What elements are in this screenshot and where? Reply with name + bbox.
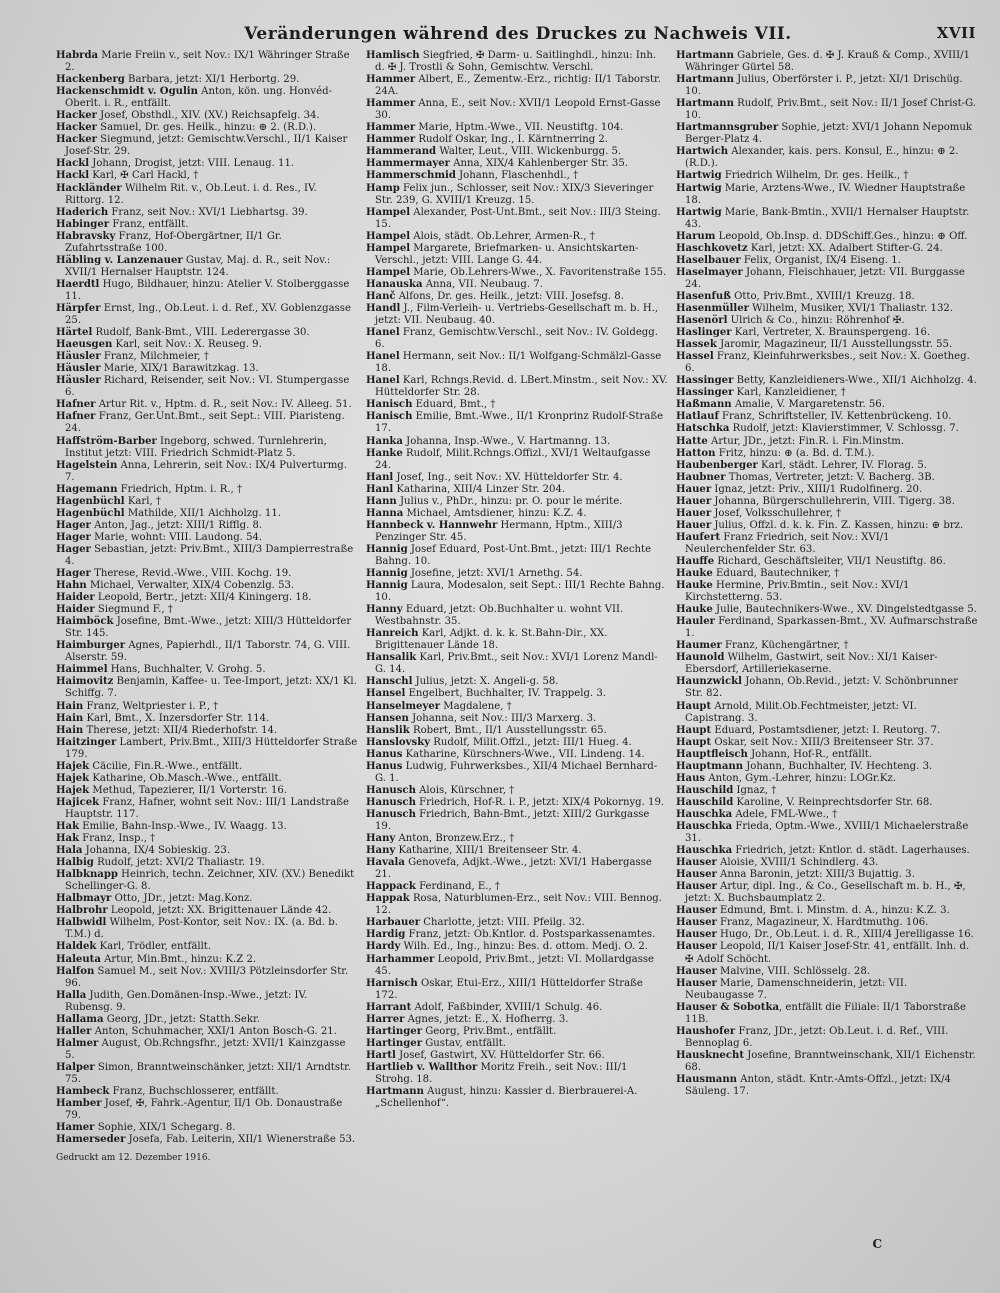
- signature-mark: C: [872, 1237, 882, 1251]
- directory-entry: Hassinger Karl, Kanzleidiener, †: [676, 387, 846, 399]
- directory-entry: Hager Marie, wohnt: VIII. Laudong. 54.: [56, 531, 263, 543]
- directory-entry: Haslinger Karl, Vertreter, X. Braunspergeng. 16.: [676, 327, 931, 339]
- directory-entry: Haider Leopold, Bertr., jetzt: XII/4 Kiningerg. 18.: [56, 592, 312, 604]
- directory-entry: Halfon Samuel M., seit Nov.: XVIII/3 Pötzleinsdorfer Str. 96.: [56, 965, 349, 989]
- directory-entry: Hanl Katharina, XIII/4 Linzer Str. 204.: [366, 483, 566, 495]
- directory-entry: Hauptmann Johann, Buchhalter, IV. Hechteng. 3.: [676, 760, 933, 772]
- directory-entry: Hauser & Sobotka, entfällt die Filiale: II/1 Taborstraße 11B.: [676, 1001, 966, 1025]
- directory-entry: Hartmannsgruber Sophie, jetzt: XVI/1 Johann Nepomuk Berger-Platz 4.: [676, 122, 972, 146]
- page-title: Veränderungen während des Druckes zu Nachweis VII.: [244, 24, 792, 44]
- directory-entry: Halbwidl Wilhelm, Post-Kontor, seit Nov.: IX. (a. Bd. b. T.M.) d.: [56, 917, 338, 941]
- directory-entry: Hardig Franz, jetzt: Ob.Kntlor. d. Postsparkassenamtes.: [366, 929, 656, 941]
- directory-entry: Handl J., Film-Verleih- u. Vertriebs-Gesellschaft m. b. H., jetzt: VII. Neubaug. 40.: [366, 302, 659, 327]
- directory-entry: Hager Anton, Jag., jetzt: XIII/1 Rifflg. 8.: [56, 519, 263, 531]
- directory-entry: Häusler Richard, Reisender, seit Nov.: VI. Stumpergasse 6.: [56, 375, 350, 399]
- directory-entry: Halbig Rudolf, jetzt: XVI/2 Thaliastr. 19.: [56, 857, 265, 869]
- directory-entry: Hauser Leopold, II/1 Kaiser Josef-Str. 41, entfällt. Inh. d. ✠ Adolf Schöcht.: [676, 941, 970, 965]
- directory-entry: Hager Sebastian, jetzt: Priv.Bmt., XIII/3 Dampierrestraße 4.: [56, 543, 354, 567]
- directory-entry: Hampel Alois, städt. Ob.Lehrer, Armen-R., †: [366, 230, 595, 242]
- directory-entry: Hajek Methud, Tapezierer, II/1 Vorterstr. 16.: [56, 784, 288, 796]
- directory-entry: Hain Franz, Weltpriester i. P., †: [56, 700, 219, 712]
- directory-entry: Hajek Cäcilie, Fin.R.-Wwe., entfällt.: [56, 760, 243, 772]
- directory-entry: Hauser Aloisie, XVIII/1 Schindlerg. 43.: [676, 857, 879, 869]
- directory-entry: Hartinger Gustav, entfällt.: [366, 1037, 506, 1049]
- directory-entry: Hackl Johann, Drogist, jetzt: VIII. Lenaug. 11.: [56, 158, 295, 170]
- directory-entry: Haufert Franz Friedrich, seit Nov.: XVI/1 Neulerchenfelder Str. 63.: [676, 531, 890, 555]
- directory-entry: Hallama Georg, JDr., jetzt: Statth.Sekr.: [56, 1013, 260, 1025]
- directory-entry: Hamp Felix jun., Schlosser, seit Nov.: XIX/3 Sieveringer Str. 239, G. XVIII/1 Kreuzg. 15.: [366, 182, 654, 206]
- directory-entry: Hansen Johanna, seit Nov.: III/3 Marxerg. 3.: [366, 712, 597, 724]
- directory-entry: Hala Johanna, IX/4 Sobieskig. 23.: [56, 845, 231, 857]
- directory-entry: Hagelstein Anna, Lehrerin, seit Nov.: IX/4 Pulverturmg. 7.: [56, 459, 347, 483]
- directory-entry: Hauser Edmund, Bmt. i. Minstm. d. A., hinzu: K.Z. 3.: [676, 905, 950, 917]
- directory-entry: Hausknecht Josefine, Branntweinschank, XII/1 Eichenstr. 68.: [676, 1049, 976, 1073]
- directory-entry: Haderich Franz, seit Nov.: XVI/1 Liebhartsg. 39.: [56, 206, 308, 218]
- directory-entry: Hauer Johanna, Bürgerschullehrerin, VIII. Tigerg. 38.: [676, 495, 955, 507]
- directory-entry: Hackenberg Barbara, jetzt: XI/1 Herbortg. 29.: [56, 74, 300, 86]
- directory-entry: Haushofer Franz, JDr., jetzt: Ob.Leut. i. d. Ref., VIII. Bennoplag 6.: [676, 1025, 949, 1049]
- directory-entry: Hauer Josef, Volksschullehrer, †: [676, 507, 842, 519]
- directory-entry: Hauptfleisch Johann, Hof-R., entfällt.: [676, 748, 873, 760]
- directory-entry: Haller Anton, Schuhmacher, XXI/1 Anton Bosch-G. 21.: [56, 1025, 337, 1037]
- directory-entry: Hauser Marie, Damenschneiderin, jetzt: VII. Neubaugasse 7.: [676, 977, 908, 1001]
- directory-entry: Hanslovsky Rudolf, Milit.Offzl., jetzt: III/1 Hueg. 4.: [366, 736, 632, 748]
- directory-entry: Halbrohr Leopold, jetzt: XX. Brigittenauer Lände 42.: [56, 905, 332, 917]
- directory-entry: Hassinger Betty, Kanzleidieners-Wwe., XII/1 Aichholzg. 4.: [676, 375, 977, 387]
- directory-entry: Hafner Artur Rit. v., Hptm. d. R., seit Nov.: IV. Alleeg. 51.: [56, 399, 352, 411]
- directory-entry: Haleuta Artur, Min.Bmt., hinzu: K.Z 2.: [56, 953, 257, 965]
- directory-entry: Hartinger Georg, Priv.Bmt., entfällt.: [366, 1025, 557, 1037]
- page-number: XVII: [936, 24, 976, 42]
- directory-entry: Hammerand Walter, Leut., VIII. Wickenburgg. 5.: [366, 146, 622, 158]
- directory-entry: Hasenfuß Otto, Priv.Bmt., XVIII/1 Kreuzg. 18.: [676, 290, 915, 302]
- directory-entry: Haubner Thomas, Vertreter, jetzt: V. Bacherg. 3B.: [676, 471, 935, 483]
- directory-entry: Halper Simon, Branntweinschänker, jetzt: XII/1 Arndtstr. 75.: [56, 1061, 351, 1085]
- directory-entry: Hanslik Robert, Bmt., II/1 Ausstellungsstr. 65.: [366, 724, 607, 736]
- directory-entry: Hammer Marie, Hptm.-Wwe., VII. Neustiftg. 104.: [366, 122, 624, 134]
- directory-entry: Halbmayr Otto, JDr., jetzt: Mag.Konz.: [56, 893, 253, 905]
- directory-entry: Haselmayer Johann, Fleischhauer, jetzt: VII. Burggasse 24.: [676, 266, 965, 290]
- directory-entry: Haldek Karl, Trödler, entfällt.: [56, 941, 212, 953]
- directory-entry: Hatton Fritz, hinzu: ⊕ (a. Bd. d. T.M.).: [676, 447, 875, 459]
- directory-entry: Haselbauer Felix, Organist, IX/4 Eiseng. 1.: [676, 254, 901, 266]
- directory-entry: Happak Rosa, Naturblumen-Erz., seit Nov.: VIII. Bennog. 12.: [366, 893, 662, 917]
- directory-entry: Halmer August, Ob.Rchngsfhr., jetzt: XVII/1 Kainzgasse 5.: [56, 1037, 346, 1061]
- directory-entry: Hamerseder Josefa, Fab. Leiterin, XII/1 Wienerstraße 53.: [56, 1134, 356, 1146]
- directory-entry: Haßmann Amalie, V. Margaretenstr. 56.: [676, 399, 885, 411]
- directory-entry: Hackl Karl, ✠ Carl Hackl, †: [56, 170, 199, 182]
- directory-entry: Hahn Michael, Verwalter, XIX/4 Cobenzlg. 53.: [56, 580, 295, 592]
- directory-entry: Halla Judith, Gen.Domänen-Insp.-Wwe., jetzt: IV. Rubensg. 9.: [56, 989, 308, 1013]
- directory-entry: Hanus Ludwig, Fuhrwerksbes., XII/4 Michael Bernhard-G. 1.: [366, 760, 658, 784]
- directory-entry: Hager Therese, Revid.-Wwe., VIII. Kochg. 19.: [56, 568, 292, 580]
- directory-entry: Hagenbüchl Mathilde, XII/1 Aichholzg. 11.: [56, 507, 281, 519]
- directory-entry: Hauschka Friedrich, jetzt: Kntlor. d. städt. Lagerhauses.: [676, 845, 970, 857]
- directory-entry: Hammermayer Anna, XIX/4 Kahlenberger Str. 35.: [366, 158, 628, 170]
- page-header: [56, 22, 980, 50]
- directory-entry: Hajicek Franz, Hafner, wohnt seit Nov.: III/1 Landstraße Hauptstr. 117.: [56, 796, 349, 820]
- directory-entry: Hain Karl, Bmt., X. Inzersdorfer Str. 114.: [56, 712, 270, 724]
- directory-entry: Hanschl Julius, jetzt: X. Angeli-g. 58.: [366, 676, 559, 688]
- directory-entry: Hauschild Ignaz, †: [676, 784, 777, 796]
- directory-column-3: [676, 50, 978, 1250]
- directory-entry: Harbauer Charlotte, jetzt: VIII. Pfeilg. 32.: [366, 917, 585, 929]
- directory-entry: Haschkovetz Karl, jetzt: XX. Adalbert Stifter-G. 24.: [676, 242, 943, 254]
- directory-entry: Habinger Franz, entfällt.: [56, 218, 189, 230]
- directory-entry: Haimovitz Benjamin, Kaffee- u. Tee-Import, jetzt: XX/1 Kl. Schiffg. 7.: [56, 676, 357, 700]
- directory-entry: Hauser Franz, Magazineur, X. Hardtmuthg. 106.: [676, 917, 929, 929]
- directory-entry: Hajek Katharine, Ob.Masch.-Wwe., entfällt.: [56, 772, 282, 784]
- directory-entry: Hartmann Rudolf, Priv.Bmt., seit Nov.: II/1 Josef Christ-G. 10.: [676, 98, 977, 122]
- directory-entry: Hartlieb v. Wallthor Moritz Freih., seit Nov.: III/1 Strohg. 18.: [366, 1061, 628, 1085]
- directory-entry: Haupt Eduard, Postamtsdiener, jetzt: I. Reutorg. 7.: [676, 724, 941, 736]
- directory-entry: Hausmann Anton, städt. Kntr.-Amts-Offzl., jetzt: IX/4 Säuleng. 17.: [676, 1073, 951, 1098]
- directory-entry: Hartwig Marie, Arztens-Wwe., IV. Wiedner Hauptstraße 18.: [676, 182, 966, 206]
- directory-entry: Hanauska Anna, VII. Neubaug. 7.: [366, 278, 543, 290]
- directory-entry: Hanny Eduard, jetzt: Ob.Buchhalter u. wohnt VII. Westbahnstr. 35.: [366, 604, 624, 628]
- directory-entry: Hanke Rudolf, Milit.Rchngs.Offizl., XVI/1 Weltaufgasse 24.: [366, 447, 651, 471]
- directory-entry: Hagemann Friedrich, Hptm. i. R., †: [56, 483, 243, 495]
- directory-entry: Hanna Michael, Amtsdiener, hinzu: K.Z. 4.: [366, 507, 587, 519]
- directory-entry: Hauer Julius, Offzl. d. k. k. Fin. Z. Kassen, hinzu: ⊕ brz.: [676, 519, 964, 531]
- directory-entry: Harrant Adolf, Faßbinder, XVIII/1 Schulg. 46.: [366, 1001, 603, 1013]
- directory-entry: Hartwig Friedrich Wilhelm, Dr. ges. Heilk., †: [676, 170, 909, 182]
- directory-entry: Hacker Siegmund, jetzt: Gemischtw.Verschl., II/1 Kaiser Josef-Str. 29.: [56, 134, 348, 158]
- directory-entry: Hauer Ignaz, jetzt: Priv., XIII/1 Rudolfinerg. 20.: [676, 483, 923, 495]
- directory-entry: Hauke Hermine, Priv.Bmtin., seit Nov.: XVI/1 Kirchstetterng. 53.: [676, 580, 910, 604]
- directory-entry: Habravsky Franz, Hof-Obergärtner, II/1 Gr. Zufahrtsstraße 100.: [56, 230, 282, 254]
- directory-entry: Hany Anton, Bronzew.Erz., †: [366, 833, 515, 845]
- directory-entry: Hampel Marie, Ob.Lehrers-Wwe., X. Favoritenstraße 155.: [366, 266, 667, 278]
- directory-columns: [56, 50, 980, 1250]
- directory-entry: Härtel Rudolf, Bank-Bmt., VIII. Lederergasse 30.: [56, 327, 310, 339]
- directory-entry: Hanel Hermann, seit Nov.: II/1 Wolfgang-Schmälzl-Gasse 18.: [366, 351, 662, 375]
- directory-entry: Haubenberger Karl, städt. Lehrer, IV. Florag. 5.: [676, 459, 927, 471]
- directory-entry: Hanl Josef, Ing., seit Nov.: XV. Hütteldorfer Str. 4.: [366, 471, 623, 483]
- directory-entry: Hartmann Julius, Oberförster i. P., jetzt: XI/1 Drischüg. 10.: [676, 74, 963, 98]
- directory-entry: Harrer Agnes, jetzt: E., X. Hofherrg. 3.: [366, 1013, 569, 1025]
- directory-entry: Hauschild Karoline, V. Reinprechtsdorfer Str. 68.: [676, 796, 933, 808]
- directory-entry: Hanisch Eduard, Bmt., †: [366, 399, 496, 411]
- directory-entry: Hagenbüchl Karl, †: [56, 495, 161, 507]
- directory-entry: Hanč Alfons, Dr. ges. Heilk., jetzt: VIII. Josefsg. 8.: [366, 290, 624, 302]
- directory-entry: Haffström-Barber Ingeborg, schwed. Turnlehrerin, Institut jetzt: VIII. Friedrich Schmidt-Platz 5.: [56, 435, 327, 459]
- directory-entry: Häbling v. Lanzenauer Gustav, Maj. d. R., seit Nov.: XVII/1 Hernalser Hauptstr. 124.: [56, 254, 331, 278]
- directory-entry: Härpfer Ernst, Ing., Ob.Leut. i. d. Ref., XV. Goblenzgasse 25.: [56, 302, 351, 327]
- directory-entry: Hansalik Karl, Priv.Bmt., seit Nov.: XVI/1 Lorenz Mandl-G. 14.: [366, 652, 658, 676]
- directory-entry: Haeusgen Karl, seit Nov.: X. Reuseg. 9.: [56, 339, 262, 351]
- directory-entry: Hannbeck v. Hannwehr Hermann, Hptm., XIII/3 Penzinger Str. 45.: [366, 519, 623, 543]
- directory-entry: Hammer Rudolf Oskar, Ing., I. Kärntnerring 2.: [366, 134, 609, 146]
- directory-entry: Hauser Anna Baronin, jetzt: XIII/3 Bujattig. 3.: [676, 869, 915, 881]
- directory-entry: Hanka Johanna, Insp.-Wwe., V. Hartmanng. 13.: [366, 435, 611, 447]
- directory-entry: Haumer Franz, Küchengärtner, †: [676, 640, 849, 652]
- print-date-note: Gedruckt am 12. Dezember 1916.: [56, 1153, 211, 1164]
- directory-entry: Hauke Julie, Bautechnikers-Wwe., XV. Dingelstedtgasse 5.: [676, 604, 977, 616]
- directory-entry: Hackländer Wilhelm Rit. v., Ob.Leut. i. d. Res., IV. Rittorg. 12.: [56, 182, 317, 206]
- directory-entry: Hampel Margarete, Briefmarken- u. Ansichtskarten-Verschl., jetzt: VIII. Lange G. 44.: [366, 242, 639, 266]
- directory-entry: Hauschka Frieda, Optm.-Wwe., XVIII/1 Michaelerstraße 31.: [676, 821, 969, 845]
- directory-entry: Hannig Josefine, jetzt: XVI/1 Arnethg. 54.: [366, 568, 583, 580]
- directory-entry: Hauler Ferdinand, Sparkassen-Bmt., XV. Aufmarschstraße 1.: [676, 616, 978, 640]
- directory-entry: Haupt Oskar, seit Nov.: XIII/3 Breitenseer Str. 37.: [676, 736, 934, 748]
- directory-entry: Hann Julius v., PhDr., hinzu: pr. O. pour le mérite.: [366, 495, 623, 507]
- directory-entry: Häusler Franz, Milchmeier, †: [56, 351, 209, 363]
- directory-entry: Hauser Artur, dipl. Ing., & Co., Gesellschaft m. b. H., ✠, jetzt: X. Buchsbaumplatz 2.: [676, 881, 966, 905]
- directory-entry: Hampel Alexander, Post-Unt.Bmt., seit Nov.: III/3 Steing. 15.: [366, 206, 661, 230]
- directory-entry: Hauser Hugo, Dr., Ob.Leut. i. d. R., XIII/4 Jerelligasse 16.: [676, 929, 974, 941]
- directory-entry: Hanel Franz, Gemischtw.Verschl., seit Nov.: IV. Goldegg. 6.: [366, 327, 658, 351]
- directory-entry: Hammerschmid Johann, Flaschenhdl., †: [366, 170, 579, 182]
- directory-entry: Hartl Josef, Gastwirt, XV. Hütteldorfer Str. 66.: [366, 1049, 605, 1061]
- directory-entry: Haimmel Hans, Buchhalter, V. Grohg. 5.: [56, 664, 266, 676]
- directory-entry: Hassek Jaromir, Magazineur, II/1 Ausstellungsstr. 55.: [676, 339, 953, 351]
- directory-entry: Hauffe Richard, Geschäftsleiter, VII/1 Neustiftg. 86.: [676, 555, 946, 567]
- directory-entry: Hauke Eduard, Bautechniker, †: [676, 568, 840, 580]
- directory-entry: Haimböck Josefine, Bmt.-Wwe., jetzt: XIII/3 Hütteldorfer Str. 145.: [56, 616, 352, 640]
- directory-entry: Hartwich Alexander, kais. pers. Konsul, E., hinzu: ⊕ 2. (R.D.).: [676, 146, 959, 170]
- directory-entry: Hanus Katharine, Kürschners-Wwe., VII. Lindeng. 14.: [366, 748, 645, 760]
- directory-entry: Hacker Josef, Obsthdl., XIV. (XV.) Reichsapfelg. 34.: [56, 110, 320, 122]
- directory-entry: Hak Emilie, Bahn-Insp.-Wwe., IV. Waagg. 13.: [56, 821, 287, 832]
- directory-entry: Haitzinger Lambert, Priv.Bmt., XIII/3 Hütteldorfer Straße 179.: [56, 736, 358, 760]
- directory-entry: Harum Leopold, Ob.Insp. d. DDSchiff.Ges., hinzu: ⊕ Off.: [676, 230, 968, 242]
- directory-entry: Hanusch Friedrich, Hof-R. i. P., jetzt: XIX/4 Pokornyg. 19.: [366, 796, 665, 808]
- directory-entry: Hamlisch Siegfried, ✠ Darm- u. Saitlinghdl., hinzu: Inh. d. ✠ J. Trostli & Sohn, Gemischtw. Verschl.: [366, 50, 657, 74]
- directory-entry: Hatte Artur, JDr., jetzt: Fin.R. i. Fin.Minstm.: [676, 435, 905, 447]
- directory-entry: Haunold Wilhelm, Gastwirt, seit Nov.: XI/1 Kaiser-Ebersdorf, Artilleriekaserne.: [676, 652, 938, 676]
- directory-entry: Hasenörl Ulrich & Co., hinzu: Röhrenhof ✠.: [676, 315, 905, 327]
- directory-entry: Hatschka Rudolf, jetzt: Klavierstimmer, V. Schlossg. 7.: [676, 423, 959, 435]
- directory-entry: Hartmann August, hinzu: Kassier d. Bierbrauerei-A. „Schellenhof“.: [366, 1086, 638, 1110]
- directory-entry: Hauschka Adele, FML-Wwe., †: [676, 808, 838, 820]
- directory-entry: Hammer Albert, E., Zementw.-Erz., richtig: II/1 Taborstr. 24A.: [366, 74, 661, 98]
- directory-entry: Hanusch Alois, Kürschner, †: [366, 784, 515, 796]
- directory-entry: Haunzwickl Johann, Ob.Revid., jetzt: V. Schönbrunner Str. 82.: [676, 676, 959, 700]
- directory-entry: Happack Ferdinand, E., †: [366, 881, 500, 893]
- directory-entry: Hardy Wilh. Ed., Ing., hinzu: Bes. d. ottom. Medj. O. 2.: [366, 941, 648, 953]
- directory-entry: Hannig Josef Eduard, Post-Unt.Bmt., jetzt: III/1 Rechte Bahng. 10.: [366, 543, 652, 567]
- directory-entry: Hamer Sophie, XIX/1 Schegarg. 8.: [56, 1122, 236, 1134]
- directory-entry: Hanusch Friedrich, Bahn-Bmt., jetzt: XIII/2 Gurkgasse 19.: [366, 808, 650, 832]
- directory-entry: Hanreich Karl, Adjkt. d. k. k. St.Bahn-Dir., XX. Brigittenauer Lände 18.: [366, 628, 608, 652]
- directory-entry: Hamber Josef, ✠, Fahrk.-Agentur, II/1 Ob. Donaustraße 79.: [56, 1098, 343, 1122]
- directory-entry: Hasenmüller Wilhelm, Musiker, XVI/1 Thaliastr. 132.: [676, 302, 954, 314]
- directory-entry: Havala Genovefa, Adjkt.-Wwe., jetzt: XVI/1 Habergasse 21.: [366, 857, 652, 881]
- directory-entry: Harhammer Leopold, Priv.Bmt., jetzt: VI. Mollardgasse 45.: [366, 953, 655, 977]
- directory-entry: Hambeck Franz, Buchschlosserer, entfällt.: [56, 1086, 279, 1098]
- directory-column-1: [56, 50, 358, 1250]
- directory-entry: Hak Franz, Insp., †: [56, 833, 156, 845]
- directory-entry: Hackenschmidt v. Ogulin Anton, kön. ung. Honvéd-Oberlt. i. R., entfällt.: [56, 86, 332, 110]
- directory-entry: Hanel Karl, Rchngs.Revid. d. LBert.Minstm., seit Nov.: XV. Hütteldorfer Str. 28.: [366, 375, 668, 399]
- directory-entry: Hanisch Emilie, Bmt.-Wwe., II/1 Kronprinz Rudolf-Straße 17.: [366, 411, 664, 435]
- directory-entry: Hanselmeyer Magdalene, †: [366, 700, 512, 712]
- directory-entry: Hannig Laura, Modesalon, seit Sept.: III/1 Rechte Bahng. 10.: [366, 580, 665, 604]
- directory-entry: Hany Katharine, XIII/1 Breitenseer Str. 4.: [366, 845, 582, 857]
- directory-entry: Hartmann Gabriele, Ges. d. ✠ J. Krauß & Comp., XVIII/1 Währinger Gürtel 58.: [676, 50, 970, 74]
- directory-entry: Harnisch Oskar, Etui-Erz., XIII/1 Hütteldorfer Straße 172.: [366, 977, 643, 1001]
- directory-entry: Hain Therese, jetzt: XII/4 Riederhofstr. 14.: [56, 724, 278, 736]
- directory-entry: Haimburger Agnes, Papierhdl., II/1 Taborstr. 74, G. VIII. Alserstr. 59.: [56, 640, 351, 664]
- directory-entry: Haupt Arnold, Milit.Ob.Fechtmeister, jetzt: VI. Capistrang. 3.: [676, 700, 917, 724]
- directory-entry: Hatlauf Franz, Schriftsteller, IV. Kettenbrückeng. 10.: [676, 411, 952, 423]
- directory-entry: Hafner Franz, Ger.Unt.Bmt., seit Sept.: VIII. Piaristeng. 24.: [56, 411, 345, 435]
- directory-entry: Halbknapp Heinrich, techn. Zeichner, XIV. (XV.) Benedikt Schellinger-G. 8.: [56, 869, 355, 893]
- directory-entry: Hacker Samuel, Dr. ges. Heilk., hinzu: ⊕ 2. (R.D.).: [56, 122, 317, 134]
- directory-entry: Häusler Marie, XIX/1 Barawitzkag. 13.: [56, 363, 259, 375]
- directory-entry: Haider Siegmund F., †: [56, 604, 173, 616]
- directory-entry: Habrda Marie Freiin v., seit Nov.: IX/1 Währinger Straße 2.: [56, 50, 350, 74]
- directory-entry: Haerdtl Hugo, Bildhauer, hinzu: Atelier V. Stolberggasse 11.: [56, 278, 350, 302]
- directory-entry: Hassel Franz, Kleinfuhrwerksbes., seit Nov.: X. Goetheg. 6.: [676, 351, 970, 375]
- directory-entry: Hartwig Marie, Bank-Bmtin., XVII/1 Hernalser Hauptstr. 43.: [676, 206, 970, 230]
- directory-entry: Hammer Anna, E., seit Nov.: XVII/1 Leopold Ernst-Gasse 30.: [366, 98, 661, 122]
- directory-entry: Haus Anton, Gym.-Lehrer, hinzu: LOGr.Kz.: [676, 772, 896, 784]
- directory-entry: Hansel Engelbert, Buchhalter, IV. Trappelg. 3.: [366, 688, 606, 700]
- directory-column-2: [366, 50, 668, 1250]
- directory-entry: Hauser Malvine, VIII. Schlösselg. 28.: [676, 965, 870, 977]
